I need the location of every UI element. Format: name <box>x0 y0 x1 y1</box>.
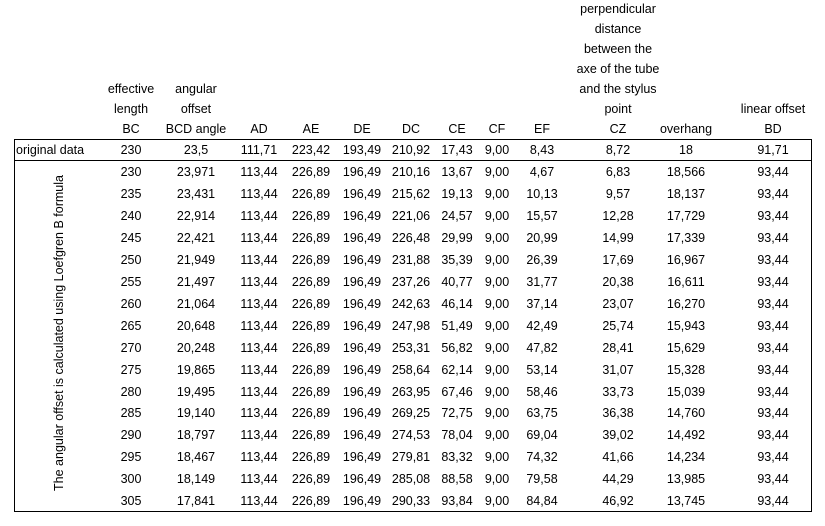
table-cell-bd: 93,44 <box>757 494 789 509</box>
table-cell-ae: 226,89 <box>291 296 331 311</box>
table-cell-bcd: 22,914 <box>176 208 216 223</box>
table-cell-ce: 19,13 <box>441 186 473 201</box>
table-cell-dc: 237,26 <box>391 274 431 289</box>
table-cell-dc: 263,95 <box>391 384 431 399</box>
original-cell-bc: 230 <box>120 143 142 157</box>
table-cell-de: 196,49 <box>342 252 382 267</box>
column-header-line: CF <box>488 122 506 136</box>
table-cell-cz: 23,07 <box>602 296 634 311</box>
table-cell-overhang: 14,492 <box>666 428 706 443</box>
table-cell-ef: 20,99 <box>526 230 558 245</box>
table-cell-dc: 215,62 <box>391 186 431 201</box>
table-cell-bc: 240 <box>120 208 142 223</box>
table-cell-bc: 275 <box>120 362 142 377</box>
table-cell-bcd: 23,971 <box>176 165 216 179</box>
table-cell-ce: 78,04 <box>441 428 473 443</box>
column-header-ad <box>235 119 283 139</box>
table-cell-bcd: 18,149 <box>176 472 216 487</box>
table-cell-bd: 93,44 <box>757 296 789 311</box>
table-cell-ad: 113,44 <box>240 450 278 465</box>
original-cell-ef: 8,43 <box>529 143 555 157</box>
column-header-line: CZ <box>609 122 627 136</box>
table-cell-bc: 305 <box>120 494 142 509</box>
table-cell-bd: 93,44 <box>757 208 789 223</box>
table-cell-cf: 9,00 <box>484 428 510 443</box>
column-header-ef <box>519 119 565 139</box>
column-header-overhang <box>654 119 718 139</box>
table-cell-ad: 113,44 <box>240 165 278 179</box>
table-cell-ef: 37,14 <box>526 296 558 311</box>
table-cell-cz: 31,07 <box>602 362 634 377</box>
table-cell-overhang: 16,967 <box>666 252 706 267</box>
table-cell-ad: 113,44 <box>240 428 278 443</box>
table-cell-bc: 255 <box>120 274 142 289</box>
table-cell-ad: 113,44 <box>240 230 278 245</box>
table-cell-ae: 226,89 <box>291 406 331 421</box>
table-cell-dc: 253,31 <box>391 340 431 355</box>
table-cell-ae: 226,89 <box>291 165 331 179</box>
table-cell-de: 196,49 <box>342 494 382 509</box>
table-cell-ef: 69,04 <box>526 428 558 443</box>
table-cell-dc: 221,06 <box>391 208 431 223</box>
table-cell-ae: 226,89 <box>291 450 331 465</box>
table-cell-bcd: 23,431 <box>176 186 216 201</box>
table-cell-bcd: 18,467 <box>176 450 216 465</box>
table-cell-bcd: 19,140 <box>176 406 216 421</box>
table-cell-ad: 113,44 <box>240 472 278 487</box>
table-cell-de: 196,49 <box>342 296 382 311</box>
table-cell-ce: 46,14 <box>441 296 473 311</box>
table-cell-ce: 51,49 <box>441 318 473 333</box>
table-cell-overhang: 15,629 <box>666 340 706 355</box>
table-cell-ef: 58,46 <box>526 384 558 399</box>
table-cell-de: 196,49 <box>342 274 382 289</box>
column-header-line: AE <box>302 122 320 136</box>
table-cell-overhang: 15,943 <box>666 318 706 333</box>
table-cell-bcd: 19,495 <box>176 384 216 399</box>
table-cell-ae: 226,89 <box>291 252 331 267</box>
column-header-dc <box>386 119 436 139</box>
table-cell-ef: 31,77 <box>526 274 558 289</box>
table-cell-ce: 83,32 <box>441 450 473 465</box>
column-header-line: perpendicular <box>580 2 656 16</box>
column-header-ce <box>437 119 477 139</box>
table-cell-ad: 113,44 <box>240 384 278 399</box>
table-cell-cf: 9,00 <box>484 406 510 421</box>
table-cell-de: 196,49 <box>342 362 382 377</box>
column-header-line: overhang <box>659 122 713 136</box>
table-cell-bcd: 19,865 <box>176 362 216 377</box>
table-cell-bd: 93,44 <box>757 230 789 245</box>
table-cell-de: 196,49 <box>342 450 382 465</box>
table-cell-cz: 12,28 <box>602 208 634 223</box>
table-cell-dc: 258,64 <box>391 362 431 377</box>
table-cell-cf: 9,00 <box>484 318 510 333</box>
column-header-line: point <box>604 102 632 116</box>
table-cell-cf: 9,00 <box>484 450 510 465</box>
column-header-line: offset <box>180 102 212 116</box>
table-cell-overhang: 17,339 <box>666 230 706 245</box>
table-cell-cz: 9,57 <box>605 186 631 201</box>
table-cell-cz: 14,99 <box>602 230 634 245</box>
table-cell-ce: 13,67 <box>441 165 473 179</box>
table-cell-dc: 247,98 <box>391 318 431 333</box>
table-cell-ad: 113,44 <box>240 274 278 289</box>
table-cell-ad: 113,44 <box>240 406 278 421</box>
table-cell-cf: 9,00 <box>484 186 510 201</box>
table-cell-bc: 260 <box>120 296 142 311</box>
table-cell-cz: 36,38 <box>602 406 634 421</box>
table-cell-ef: 10,13 <box>526 186 558 201</box>
table-cell-ae: 226,89 <box>291 208 331 223</box>
column-header-bcd <box>163 79 229 139</box>
table-cell-bcd: 20,248 <box>176 340 216 355</box>
table-cell-overhang: 18,137 <box>666 186 706 201</box>
column-header-line: length <box>113 102 149 116</box>
table-cell-ad: 113,44 <box>240 340 278 355</box>
table-cell-bc: 290 <box>120 428 142 443</box>
column-header-bc <box>103 79 159 139</box>
table-cell-ae: 226,89 <box>291 230 331 245</box>
original-cell-ad: 111,71 <box>240 143 278 157</box>
table-cell-ef: 53,14 <box>526 362 558 377</box>
table-cell-bd: 93,44 <box>757 252 789 267</box>
table-cell-ae: 226,89 <box>291 318 331 333</box>
table-cell-ef: 74,32 <box>526 450 558 465</box>
table-cell-overhang: 14,760 <box>666 406 706 421</box>
table-cell-bc: 280 <box>120 384 142 399</box>
table-cell-bd: 93,44 <box>757 384 789 399</box>
table-cell-overhang: 16,270 <box>666 296 706 311</box>
column-header-line: BD <box>764 122 782 136</box>
table-cell-bd: 93,44 <box>757 340 789 355</box>
column-header-line: between the <box>583 42 653 56</box>
column-header-line: and the stylus <box>579 82 657 96</box>
table-cell-ad: 113,44 <box>240 252 278 267</box>
column-header-cf <box>479 119 515 139</box>
table-cell-cz: 6,83 <box>605 165 631 179</box>
table-cell-ef: 15,57 <box>526 208 558 223</box>
table-cell-ef: 63,75 <box>526 406 558 421</box>
table-cell-bc: 285 <box>120 406 142 421</box>
table-cell-bcd: 22,421 <box>176 230 216 245</box>
table-cell-ce: 72,75 <box>441 406 473 421</box>
table-cell-dc: 210,16 <box>391 165 431 179</box>
table-cell-dc: 226,48 <box>391 230 431 245</box>
table-cell-ae: 226,89 <box>291 384 331 399</box>
table-cell-de: 196,49 <box>342 472 382 487</box>
original-cell-overhang: 18 <box>679 143 693 157</box>
table-cell-de: 196,49 <box>342 428 382 443</box>
table-cell-bd: 93,44 <box>757 186 789 201</box>
table-cell-bc: 235 <box>120 186 142 201</box>
table-cell-ad: 113,44 <box>240 186 278 201</box>
table-cell-ad: 113,44 <box>240 494 278 509</box>
table-cell-overhang: 15,039 <box>666 384 706 399</box>
table-cell-ad: 113,44 <box>240 318 278 333</box>
table-cell-de: 196,49 <box>342 186 382 201</box>
column-header-line: DE <box>353 122 371 136</box>
table-cell-de: 196,49 <box>342 384 382 399</box>
table-cell-ce: 56,82 <box>441 340 473 355</box>
column-header-line: EF <box>534 122 550 136</box>
table-cell-ce: 88,58 <box>441 472 473 487</box>
table-cell-ef: 47,82 <box>526 340 558 355</box>
table-cell-de: 196,49 <box>342 318 382 333</box>
table-cell-ae: 226,89 <box>291 362 331 377</box>
original-cell-ce: 17,43 <box>441 143 473 157</box>
table-cell-bcd: 21,497 <box>176 274 216 289</box>
table-cell-ae: 226,89 <box>291 186 331 201</box>
table-cell-bd: 93,44 <box>757 450 789 465</box>
column-header-line: DC <box>401 122 421 136</box>
table-cell-bcd: 17,841 <box>176 494 216 509</box>
table-cell-dc: 285,08 <box>391 472 431 487</box>
column-header-line: effective <box>107 82 155 96</box>
table-cell-bd: 93,44 <box>757 274 789 289</box>
column-header-line: AD <box>250 122 268 136</box>
table-cell-de: 196,49 <box>342 230 382 245</box>
table-cell-ce: 35,39 <box>441 252 473 267</box>
table-cell-bc: 250 <box>120 252 142 267</box>
table-cell-cf: 9,00 <box>484 494 510 509</box>
column-header-cz <box>568 0 668 139</box>
table-cell-cf: 9,00 <box>484 208 510 223</box>
table-cell-ae: 226,89 <box>291 274 331 289</box>
table-left-border <box>14 139 15 512</box>
table-cell-bcd: 18,797 <box>176 428 216 443</box>
table-cell-bc: 245 <box>120 230 142 245</box>
table-cell-cz: 33,73 <box>602 384 634 399</box>
table-cell-overhang: 14,234 <box>666 450 706 465</box>
column-header-line: CE <box>448 122 466 136</box>
table-cell-bcd: 21,949 <box>176 252 216 267</box>
table-cell-ce: 67,46 <box>441 384 473 399</box>
column-header-de <box>337 119 387 139</box>
side-label-text: The angular offset is calculated using Loefgren B formula <box>52 175 66 491</box>
table-cell-bd: 93,44 <box>757 472 789 487</box>
table-cell-dc: 242,63 <box>391 296 431 311</box>
table-cell-dc: 231,88 <box>391 252 431 267</box>
table-cell-de: 196,49 <box>342 165 382 179</box>
table-cell-cz: 20,38 <box>602 274 634 289</box>
table-cell-de: 196,49 <box>342 208 382 223</box>
side-label <box>49 158 69 508</box>
table-cell-bcd: 20,648 <box>176 318 216 333</box>
column-header-line: angular <box>175 82 217 96</box>
table-cell-ae: 226,89 <box>291 428 331 443</box>
table-cell-dc: 279,81 <box>391 450 431 465</box>
original-cell-ae: 223,42 <box>291 143 331 157</box>
original-cell-bcd: 23,5 <box>183 143 209 157</box>
table-cell-overhang: 17,729 <box>666 208 706 223</box>
table-cell-cz: 44,29 <box>602 472 634 487</box>
table-cell-ef: 4,67 <box>529 165 555 179</box>
table-cell-cf: 9,00 <box>484 472 510 487</box>
table-cell-overhang: 13,985 <box>666 472 706 487</box>
table-cell-cz: 39,02 <box>602 428 634 443</box>
table-cell-ef: 79,58 <box>526 472 558 487</box>
table-cell-overhang: 13,745 <box>666 494 706 509</box>
column-header-bd <box>731 99 815 139</box>
table-cell-bd: 93,44 <box>757 362 789 377</box>
table-cell-ef: 42,49 <box>526 318 558 333</box>
table-cell-bc: 300 <box>120 472 142 487</box>
table-cell-ce: 62,14 <box>441 362 473 377</box>
table-cell-ce: 40,77 <box>441 274 473 289</box>
table-cell-cf: 9,00 <box>484 165 510 179</box>
original-cell-cf: 9,00 <box>484 143 510 157</box>
table-cell-ef: 84,84 <box>526 494 558 509</box>
table-cell-dc: 274,53 <box>391 428 431 443</box>
column-header-line: BC <box>122 122 140 136</box>
column-header-line: axe of the tube <box>576 62 660 76</box>
column-header-line: BCD angle <box>165 122 227 136</box>
table-cell-de: 196,49 <box>342 406 382 421</box>
table-cell-ce: 93,84 <box>441 494 473 509</box>
original-cell-bd: 91,71 <box>757 143 789 157</box>
table-cell-bd: 93,44 <box>757 428 789 443</box>
table-cell-ef: 26,39 <box>526 252 558 267</box>
table-cell-cf: 9,00 <box>484 362 510 377</box>
table-cell-bd: 93,44 <box>757 406 789 421</box>
column-header-line: distance <box>594 22 642 36</box>
table-cell-cf: 9,00 <box>484 230 510 245</box>
table-cell-bc: 270 <box>120 340 142 355</box>
table-cell-cz: 41,66 <box>602 450 634 465</box>
table-cell-cf: 9,00 <box>484 252 510 267</box>
table-cell-de: 196,49 <box>342 340 382 355</box>
column-header-ae <box>286 119 336 139</box>
table-cell-dc: 290,33 <box>391 494 431 509</box>
table-cell-cz: 46,92 <box>602 494 634 509</box>
original-row-bottom-border <box>14 160 811 161</box>
table-cell-bc: 230 <box>120 165 142 179</box>
table-cell-overhang: 16,611 <box>667 274 705 289</box>
table-cell-bc: 295 <box>120 450 142 465</box>
table-cell-overhang: 15,328 <box>666 362 706 377</box>
original-cell-de: 193,49 <box>342 143 382 157</box>
original-cell-dc: 210,92 <box>391 143 431 157</box>
table-cell-cf: 9,00 <box>484 340 510 355</box>
table-cell-ad: 113,44 <box>240 296 278 311</box>
original-cell-cz: 8,72 <box>605 143 631 157</box>
table-cell-ae: 226,89 <box>291 472 331 487</box>
table-cell-bcd: 21,064 <box>176 296 216 311</box>
table-cell-ad: 113,44 <box>240 362 278 377</box>
table-cell-ad: 113,44 <box>240 208 278 223</box>
table-cell-cf: 9,00 <box>484 384 510 399</box>
table-cell-ae: 226,89 <box>291 340 331 355</box>
table-cell-cz: 28,41 <box>602 340 634 355</box>
table-cell-bc: 265 <box>120 318 142 333</box>
column-header-line: linear offset <box>740 102 806 116</box>
table-cell-overhang: 18,566 <box>666 165 706 179</box>
table-cell-ce: 29,99 <box>441 230 473 245</box>
original-data-label: original data <box>16 143 85 157</box>
table-cell-cz: 25,74 <box>602 318 634 333</box>
table-cell-ae: 226,89 <box>291 494 331 509</box>
table-cell-cz: 17,69 <box>602 252 634 267</box>
table-cell-bd: 93,44 <box>757 318 789 333</box>
table-cell-dc: 269,25 <box>391 406 431 421</box>
table-cell-ce: 24,57 <box>441 208 473 223</box>
table-cell-cf: 9,00 <box>484 274 510 289</box>
table-cell-cf: 9,00 <box>484 296 510 311</box>
table-cell-bd: 93,44 <box>757 165 789 179</box>
